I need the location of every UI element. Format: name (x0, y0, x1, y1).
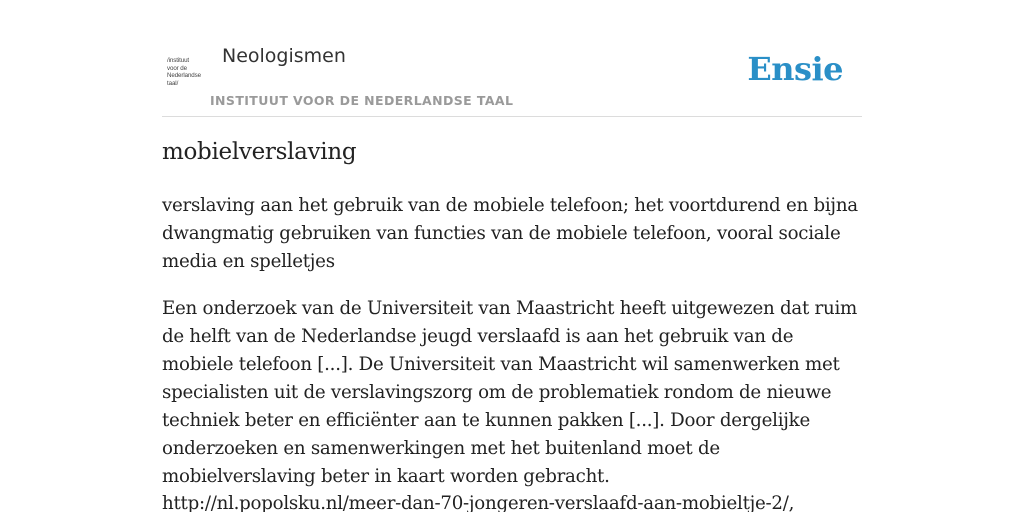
ensie-brand-logo[interactable]: Ensie (747, 50, 843, 88)
header-subtitle: INSTITUUT VOOR DE NEDERLANDSE TAAL (210, 93, 514, 108)
logo-line: /instituut (167, 57, 190, 64)
logo-line: taal/ (167, 79, 179, 87)
entry-source-link[interactable]: http://nl.popolsku.nl/meer-dan-70-jongeren-verslaafd-aan-mobieltje-2/, (162, 493, 795, 512)
logo-line: voor de (167, 64, 187, 72)
header (162, 0, 862, 117)
app-title[interactable]: Neologismen (222, 45, 346, 67)
entry-quote: Een onderzoek van de Universiteit van Maastricht heeft uitgewezen dat ruim de helft van de Nederlandse jeugd verslaafd is aan het gebruik van de mobiele telefoon [...]. De Universiteit van Maastricht wil samenwerken met specialisten uit de verslavingszorg om de problematiek rondom de nieuwe techniek beter en efficiënter aan te kunnen pakken [...]. Door dergelijke onderzoeken en samenwerkingen met het buitenland moet de mobielverslaving beter in kaart worden gebracht. (162, 298, 858, 487)
logo-line: Nederlandse (167, 72, 201, 80)
ivdnt-logo[interactable] (167, 57, 207, 89)
entry-term: mobielverslaving (162, 139, 357, 165)
entry-definition: verslaving aan het gebruik van de mobiele telefoon; het voortdurend en bijna dwangmatig gebruiken van functies van de mobiele telefoon, vooral sociale media en spelletjes (162, 195, 858, 272)
page (162, 0, 862, 512)
